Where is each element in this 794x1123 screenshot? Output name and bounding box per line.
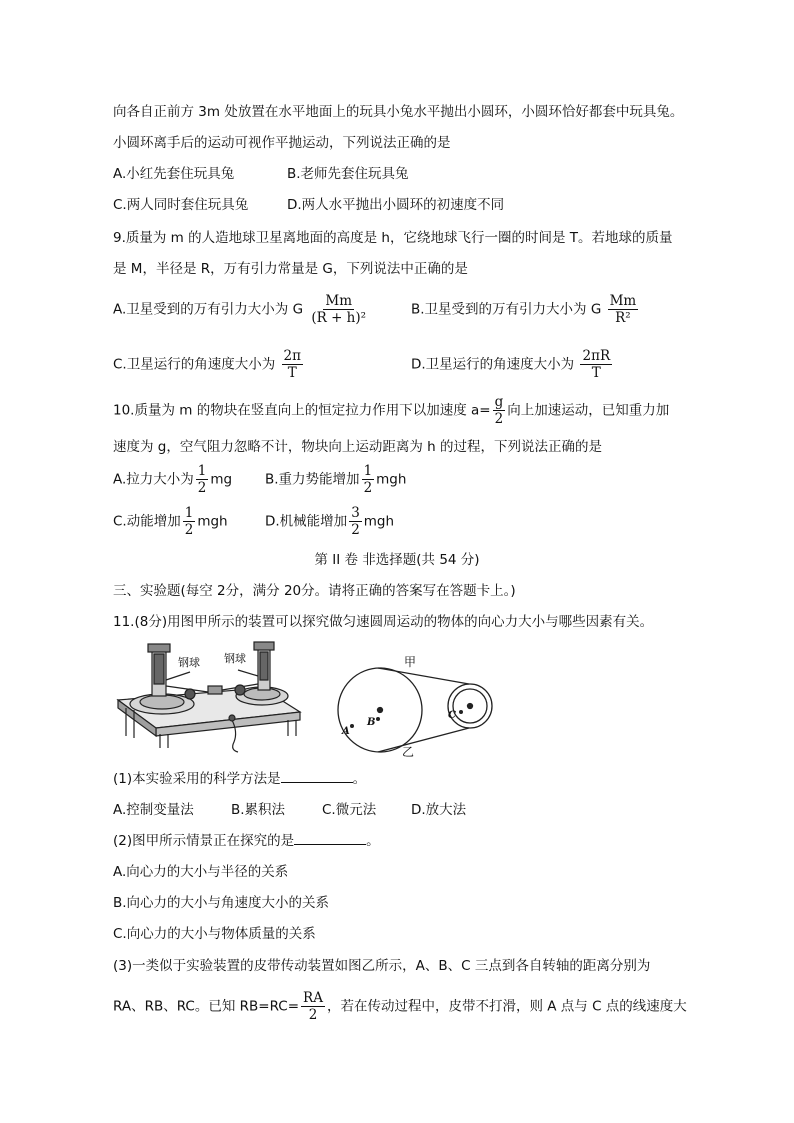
option-9b: B.卫星受到的万有引力大小为 G $\frac{Mm}{\text{R²}}$: [411, 293, 637, 326]
option-10c: C.动能增加 $\frac{1}{2}$ mgh: [113, 505, 228, 538]
label-b: B: [367, 717, 376, 728]
text-line: 是 M，半径是 R，万有引力常量是 G，下列说法中正确的是: [113, 261, 468, 277]
option-s1c: C.微元法: [322, 802, 377, 818]
subquestion-3: (3)一类似于实验装置的皮带传动装置如图乙所示，A、B、C 三点到各自转轴的距离分别为: [113, 958, 651, 974]
section-title: 第 II 卷 非选择题(共 54 分): [314, 552, 480, 568]
label-c: C: [448, 710, 456, 721]
label-a: A: [342, 726, 350, 737]
label-yi: 乙: [402, 745, 415, 759]
question-10: 10.质量为 m 的物块在竖直向上的恒定拉力作用下以加速度 a= $\frac{g}{2}$ 向上加速运动，已知重力加: [113, 394, 670, 427]
option-s1b: B.累积法: [231, 802, 286, 818]
option-10a: A.拉力大小为 $\frac{1}{2}$ mg: [113, 463, 233, 496]
option-s2b: B.向心力的大小与角速度大小的关系: [113, 895, 330, 911]
question-11: 11.(8分)用图甲所示的装置可以探究做匀速圆周运动的物体的向心力大小与哪些因素有关。: [113, 614, 654, 630]
label-jia: 甲: [404, 655, 417, 669]
text-line: RA、RB、RC。已知 RB=RC= $\frac{RA}{2}$ ，若在传动过程中，皮带不打滑，则 A 点与 C 点的线速度大: [113, 990, 687, 1023]
option-10b: B.重力势能增加 $\frac{1}{2}$ mgh: [265, 463, 407, 496]
belt-drive: [338, 668, 492, 752]
option-8b: B.老师先套住玩具兔: [287, 166, 409, 182]
point-a-marker: [350, 724, 354, 728]
label-ball-left: 钢球: [178, 656, 200, 669]
label-ball-right: 钢球: [224, 652, 246, 665]
subquestion-1: (1)本实验采用的科学方法是 。: [113, 771, 367, 787]
experiment-figure: [112, 640, 512, 760]
centripetal-apparatus: [118, 642, 300, 752]
option-9a: A.卫星受到的万有引力大小为 G $\frac{Mm}{\text{(R + h)²}}$: [113, 293, 367, 326]
question-9: 9.质量为 m 的人造地球卫星离地面的高度是 h，它绕地球飞行一圈的时间是 T。若地球的质量: [113, 230, 673, 246]
point-c-marker: [459, 710, 463, 714]
subquestion-2: (2)图甲所示情景正在探究的是 。: [113, 833, 380, 849]
point-b-marker: [376, 717, 380, 721]
text-line: 速度为 g，空气阻力忽略不计，物块向上运动距离为 h 的过程，下列说法正确的是: [113, 439, 602, 455]
text-line: 向各自正前方 3m 处放置在水平地面上的玩具小兔水平抛出小圆环，小圆环恰好都套中玩具兔。: [113, 104, 684, 120]
option-s2c: C.向心力的大小与物体质量的关系: [113, 926, 316, 942]
option-s1d: D.放大法: [411, 802, 467, 818]
answer-blank-1[interactable]: [281, 770, 353, 783]
option-10d: D.机械能增加 $\frac{3}{2}$ mgh: [265, 505, 395, 538]
option-9d: D.卫星运行的角速度大小为 $\frac{2\pi R}{T}$: [411, 348, 611, 381]
option-8a: A.小红先套住玩具兔: [113, 166, 235, 182]
option-s1a: A.控制变量法: [113, 802, 194, 818]
option-8c: C.两人同时套住玩具兔: [113, 197, 249, 213]
part-heading: 三、实验题(每空 2分，满分 20分。请将正确的答案写在答题卡上。): [113, 583, 516, 599]
option-s2a: A.向心力的大小与半径的关系: [113, 864, 289, 880]
option-8d: D.两人水平抛出小圆环的初速度不同: [287, 197, 505, 213]
text-line: 小圆环离手后的运动可视作平抛运动，下列说法正确的是: [113, 135, 451, 151]
option-9c: C.卫星运行的角速度大小为 $\frac{2\pi}{T}$: [113, 348, 301, 381]
answer-blank-2[interactable]: [294, 832, 366, 845]
